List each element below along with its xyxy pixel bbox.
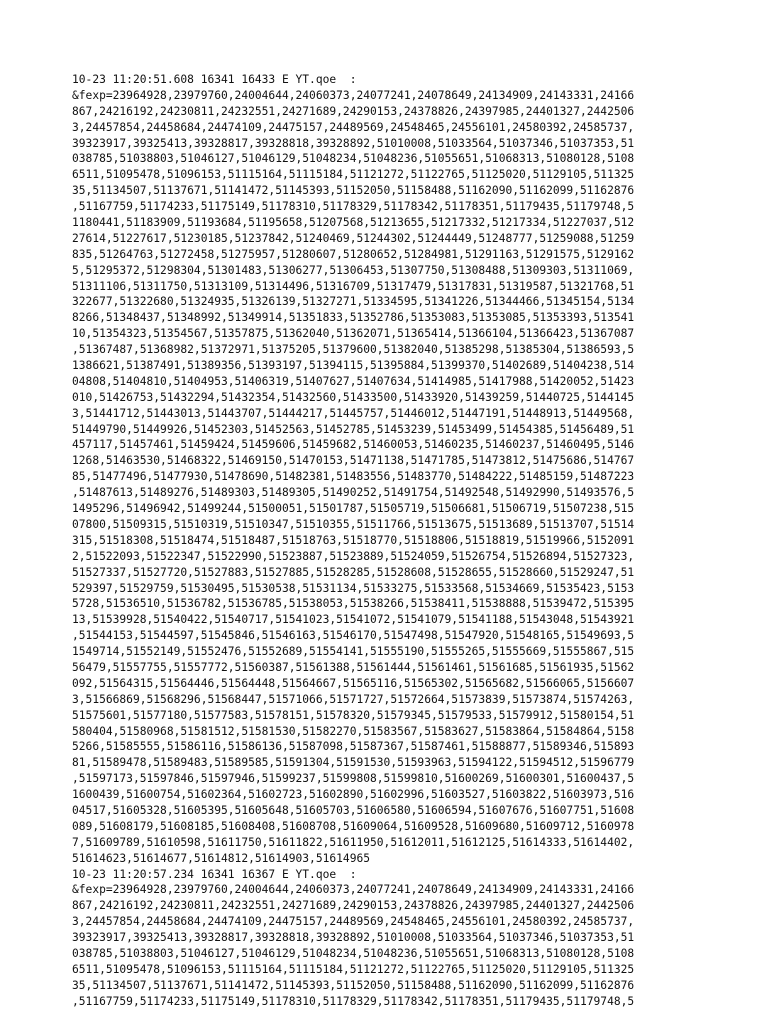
log-line: 51449790,51449926,51452303,51452563,51452785,51453239,51453499,51454385,51456489,51: [72, 422, 635, 436]
log-line: 092,51564315,51564446,51564448,51564667,51565116,51565302,51565682,51566065,5156607: [72, 676, 635, 690]
log-line: 35,51134507,51137671,51141472,51145393,51152050,51158488,51162090,51162099,51162876: [72, 978, 635, 992]
log-line: ,51167759,51174233,51175149,51178310,51178329,51178342,51178351,51179435,51179748,5: [72, 200, 635, 214]
log-line: 7,51609789,51610598,51611750,51611822,51611950,51612011,51612125,51614333,51614402,: [72, 835, 635, 849]
log-line: 835,51264763,51272458,51275957,51280607,51280652,51284981,51291163,51291575,5129162: [72, 247, 635, 261]
log-line: ,51167759,51174233,51175149,51178310,51178329,51178342,51178351,51179435,51179748,5: [72, 994, 635, 1008]
log-line: 07800,51509315,51510319,51510347,51510355,51511766,51513675,51513689,51513707,51514: [72, 517, 635, 531]
log-line: 3,24457854,24458684,24474109,24475157,24489569,24548465,24556101,24580392,24585737,: [72, 915, 635, 929]
log-line: 1495296,51496942,51499244,51500051,51501787,51505719,51506681,51506719,51507238,515: [72, 502, 635, 516]
log-line: 3,51566869,51568296,51568447,51571066,51571727,51572664,51573839,51573874,51574263,: [72, 692, 635, 706]
log-line: 010,51426753,51432294,51432354,51432560,51433500,51433920,51439259,51440725,5144145: [72, 390, 635, 404]
log-line: 04517,51605328,51605395,51605648,51605703,51606580,51606594,51607676,51607751,51608: [72, 803, 635, 817]
log-line: 1386621,51387491,51389356,51393197,51394115,51395884,51399370,51402689,51404238,514: [72, 359, 635, 373]
log-line: 1549714,51552149,51552476,51552689,51554141,51555190,51555265,51555669,51555867,515: [72, 645, 635, 659]
log-line: 457117,51457461,51459424,51459606,51459682,51460053,51460235,51460237,51460495,5146: [72, 438, 635, 452]
log-line: 10-23 11:20:57.234 16341 16367 E YT.qoe :: [72, 867, 357, 881]
log-line: 39323917,39325413,39328817,39328818,39328892,51010008,51033564,51037346,51037353,51: [72, 931, 635, 945]
log-line: 6511,51095478,51096153,51115164,51115184,51121272,51122765,51125020,51129105,511325: [72, 962, 635, 976]
log-line: 39323917,39325413,39328817,39328818,39328892,51010008,51033564,51037346,51037353,51: [72, 136, 635, 150]
log-line: 35,51134507,51137671,51141472,51145393,51152050,51158488,51162090,51162099,51162876: [72, 184, 635, 198]
log-line: 8266,51348437,51348992,51349914,51351833,51352786,51353083,51353085,51353393,513541: [72, 311, 635, 325]
log-line: 1600439,51600754,51602364,51602723,51602890,51602996,51603527,51603822,51603973,516: [72, 788, 635, 802]
log-document: [72, 72, 702, 1010]
log-line: 81,51589478,51589483,51589585,51591304,51591530,51593963,51594122,51594512,51596779: [72, 756, 635, 770]
log-line: 27614,51227617,51230185,51237842,51240469,51244302,51244449,51248777,51259088,51259: [72, 231, 635, 245]
log-line: 56479,51557755,51557772,51560387,51561388,51561444,51561461,51561685,51561935,51562: [72, 660, 635, 674]
log-line: 322677,51322680,51324935,51326139,51327271,51334595,51341226,51344466,51345154,5134: [72, 295, 635, 309]
log-line: 13,51539928,51540422,51540717,51541023,51541072,51541079,51541188,51543048,51543921: [72, 613, 635, 627]
log-line: 038785,51038803,51046127,51046129,51048234,51048236,51055651,51068313,51080128,5108: [72, 152, 635, 166]
log-line: 2,51522093,51522347,51522990,51523887,51523889,51524059,51526754,51526894,51527323,: [72, 549, 635, 563]
log-line: 529397,51529759,51530495,51530538,51531134,51533275,51533568,51534669,51535423,5153: [72, 581, 635, 595]
log-line: 85,51477496,51477930,51478690,51482381,51483556,51483770,51484222,51485159,51487223: [72, 470, 635, 484]
log-line: 315,51518308,51518474,51518487,51518763,51518770,51518806,51518819,51519966,5152091: [72, 533, 635, 547]
log-line: &fexp=23964928,23979760,24004644,24060373,24077241,24078649,24134909,24143331,24166: [72, 883, 635, 897]
log-line: 5728,51536510,51536782,51536785,51538053,51538266,51538411,51538888,51539472,515395: [72, 597, 635, 611]
log-line: 1180441,51183909,51193684,51195658,51207568,51213655,51217332,51217334,51227037,512: [72, 216, 635, 230]
log-line: 867,24216192,24230811,24232551,24271689,24290153,24378826,24397985,24401327,2442506: [72, 899, 635, 913]
log-line: 51527337,51527720,51527883,51527885,51528285,51528608,51528655,51528660,51529247,51: [72, 565, 635, 579]
log-line: 6511,51095478,51096153,51115164,51115184,51121272,51122765,51125020,51129105,511325: [72, 168, 635, 182]
log-line: ,51597173,51597846,51597946,51599237,51599808,51599810,51600269,51600301,51600437,5: [72, 772, 635, 786]
log-line: ,51544153,51544597,51545846,51546163,51546170,51547498,51547920,51548165,51549693,5: [72, 629, 635, 643]
log-line: 867,24216192,24230811,24232551,24271689,24290153,24378826,24397985,24401327,2442506: [72, 104, 635, 118]
log-line: 51614623,51614677,51614812,51614903,51614965: [72, 851, 371, 865]
log-line: 3,24457854,24458684,24474109,24475157,24489569,24548465,24556101,24580392,24585737,: [72, 120, 635, 134]
log-line: 10,51354323,51354567,51357875,51362040,51362071,51365414,51366104,51366423,51367087: [72, 327, 635, 341]
log-line: ,51367487,51368982,51372971,51375205,51379600,51382040,51385298,51385304,51386593,5: [72, 343, 635, 357]
log-line: 1268,51463530,51468322,51469150,51470153,51471138,51471785,51473812,51475686,514767: [72, 454, 635, 468]
log-line: 5,51295372,51298304,51301483,51306277,51306453,51307750,51308488,51309303,51311069,: [72, 263, 635, 277]
log-line: 5266,51585555,51586116,51586136,51587098,51587367,51587461,51588877,51589346,515893: [72, 740, 635, 754]
log-line: &fexp=23964928,23979760,24004644,24060373,24077241,24078649,24134909,24143331,24166: [72, 88, 635, 102]
log-line: 51311106,51311750,51313109,51314496,51316709,51317479,51317831,51319587,51321768,51: [72, 279, 635, 293]
log-line: 04808,51404810,51404953,51406319,51407627,51407634,51414985,51417988,51420052,51423: [72, 374, 635, 388]
log-line: 089,51608179,51608185,51608408,51608708,51609064,51609528,51609680,51609712,5160978: [72, 819, 635, 833]
log-line: 10-23 11:20:51.608 16341 16433 E YT.qoe :: [72, 73, 357, 86]
log-line: 038785,51038803,51046127,51046129,51048234,51048236,51055651,51068313,51080128,5108: [72, 946, 635, 960]
log-line: 580404,51580968,51581512,51581530,51582270,51583567,51583627,51583864,51584864,5158: [72, 724, 635, 738]
log-line: 51575601,51577180,51577583,51578151,51578320,51579345,51579533,51579912,51580154,51: [72, 708, 635, 722]
log-line: ,51487613,51489276,51489303,51489305,51490252,51491754,51492548,51492990,51493576,5: [72, 486, 635, 500]
log-line: 3,51441712,51443013,51443707,51444217,51445757,51446012,51447191,51448913,51449568,: [72, 406, 635, 420]
